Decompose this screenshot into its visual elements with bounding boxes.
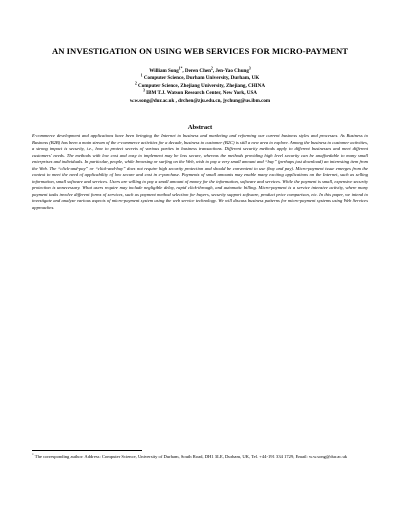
author-3-name: , Jen-Yao Chung [212,68,249,74]
affiliation-2-text: Computer Science, Zhejiang University, Zhejiang, CHINA [136,82,266,89]
abstract-text: E-commerce development and applications have been bringing the Internet to business and marketing and reforming our current business styles and processes. As Business to Business (B2B) has been a main stream of the e-commerce activities for a decade, business to customer (B2C) is still a new area to explore. Among the business to customer activities, a strong impact is security, i.e., how to protect secrets of various parties in business transactions. Different security methods apply to different businesses and meet different customers' needs. The methods with low cost and easy to implement may be less secure, whereas the methods providing high level security can be unaffordable to many small enterprises and individuals. In particular, people, while browsing or surfing on the Web, wish to pay a very small amount and “buy” (perhaps just download) an interesting item from the Web. The “click-and-pay” or “click-and-buy” does not require high security protection and should be convenient to use (buy and pay). Micro-payment issue emerges from the context to meet the need of applicability of low secure and cost in e-purchase. Payments of small amounts may enable many exciting applications on the Internet, such as selling information, small software and services. Users are willing to pay a small amount of money for the information, software and services. While the payment is small, expensive security protection is unnecessary. What users require may include negligible delay, rapid click-through, and automatic billing. Micro-payment is a service intensive activity, where many payment tasks involve different forms of services, such as payment method selection for buyers, security support software, product price comparison, etc. In this paper, we intend to investigate and analyze various aspects of micro-payment system using the web service technology. We will discuss business patterns for micro-payment systems using Web Services approaches. [32,133,368,211]
affiliation-1-mark: 1 [140,73,143,78]
affiliation-1 [20,75,380,82]
author-emails: w.w.song@dur.ac.uk , drchen@zju.edu.cn, jychung@us.ibm.com [129,97,271,104]
affiliation-3 [20,90,380,97]
footnote-mark: * [32,452,34,457]
author-1-mark: 1* [178,66,183,71]
author-block [20,68,380,105]
author-2-mark: 2 [211,66,213,71]
affiliation-1-text: Computer Science, Durham University, Durham, UK [142,75,260,82]
footnote-text: The corresponding author: Address: Computer Science, University of Durham, South Road, DH1 3LE, Durham, UK, Tel. +44-191 334 1729, Email: w.w.song@dur.ac.uk [33,454,348,459]
footnote-divider [32,450,142,451]
affiliation-3-text: IBM T.J. Watson Research Center, New York, USA [144,90,257,97]
paper-title: AN INVESTIGATION ON USING WEB SERVICES FOR MICRO-PAYMENT [51,46,349,56]
affiliation-3-mark: 3 [143,88,145,93]
author-1-name: William Song [149,68,179,74]
author-2-name: , Deren Chen [182,68,212,74]
affiliation-2-mark: 2 [134,81,137,86]
footnote [32,454,368,461]
author-3-mark: 3 [248,66,251,71]
abstract-heading: Abstract [187,124,213,131]
